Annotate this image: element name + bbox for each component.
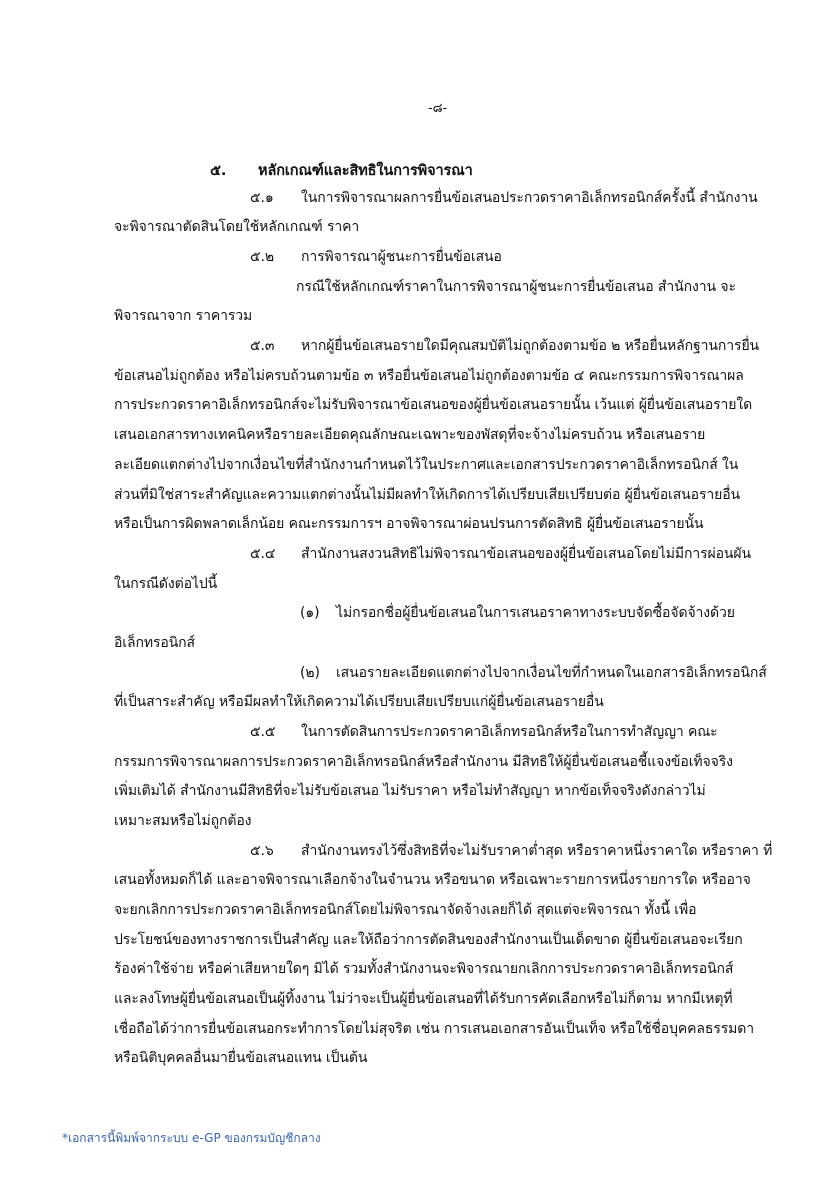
clause-5-4-line: ในกรณีดังต่อไปนี้	[114, 576, 218, 592]
clause-5-2-line: พิจารณาจาก ราคารวม	[114, 308, 253, 324]
page-number: -๘-	[428, 101, 448, 116]
clause-5-6-line: ประโยชน์ของทางราชการเป็นสำคัญ และให้ถือว่าการตัดสินของสำนักงานเป็นเด็ดขาด ผู้ยื่นข้อเสนอจะเรียก	[114, 932, 743, 948]
clause-5-1-number: ๕.๑	[250, 190, 274, 206]
clause-5-4-item-line: เสนอรายละเอียดแตกต่างไปจากเงื่อนไขที่กำหนดในเอกสารอิเล็กทรอนิกส์	[336, 665, 767, 681]
clause-5-1-line: จะพิจารณาตัดสินโดยใช้หลักเกณฑ์ ราคา	[114, 219, 360, 235]
clause-5-3-line: เสนอเอกสารทางเทคนิคหรือรายละเอียดคุณลักษณะเฉพาะของพัสดุที่จะจ้างไม่ครบถ้วน หรือเสนอราย	[114, 427, 706, 443]
clause-5-6-line: สำนักงานทรงไว้ซึ่งสิทธิที่จะไม่รับราคาต่ำสุด หรือราคาหนึ่งราคาใด หรือราคา ที่	[301, 843, 773, 859]
clause-5-5-line: กรรมการพิจารณาผลการประกวดราคาอิเล็กทรอนิกส์หรือสำนักงาน มีสิทธิให้ผู้ยื่นข้อเสนอชี้แจงข้อเท็จจริง	[114, 754, 733, 770]
clause-5-1-line: ในการพิจารณาผลการยื่นข้อเสนอประกวดราคาอิเล็กทรอนิกส์ครั้งนี้ สำนักงาน	[301, 190, 758, 206]
clause-5-6-line: และลงโทษผู้ยื่นข้อเสนอเป็นผู้ทิ้งงาน ไม่ว่าจะเป็นผู้ยื่นข้อเสนอที่ได้รับการคัดเลือกหรือไม่ก็ตาม หากมีเหตุที่	[114, 991, 733, 1007]
clause-5-3-line: หากผู้ยื่นข้อเสนอรายใดมีคุณสมบัติไม่ถูกต้องตามข้อ ๒ หรือยื่นหลักฐานการยื่น	[301, 338, 760, 354]
print-footer: *เอกสารนี้พิมพ์จากระบบ e-GP ของกรมบัญชีกลาง	[62, 1131, 321, 1145]
clause-5-3-line: ข้อเสนอไม่ถูกต้อง หรือไม่ครบถ้วนตามข้อ ๓ หรือยื่นข้อเสนอไม่ถูกต้องตามข้อ ๔ คณะกรรมการพิจารณาผล	[114, 368, 744, 384]
clause-5-6-number: ๕.๖	[250, 843, 274, 859]
clause-5-3-number: ๕.๓	[250, 338, 275, 354]
clause-5-2-number: ๕.๒	[250, 249, 274, 265]
clause-5-6-line: เชื่อถือได้ว่าการยื่นข้อเสนอกระทำการโดยไม่สุจริต เช่น การเสนอเอกสารอันเป็นเท็จ หรือใช้ชื่อบุคคลธรรมดา	[114, 1021, 755, 1037]
clause-5-6-line: ร้องค่าใช้จ่าย หรือค่าเสียหายใดๆ มิได้ รวมทั้งสำนักงานจะพิจารณายกเลิกการประกวดราคาอิเล็กทรอนิกส์	[114, 961, 734, 977]
clause-5-3-line: การประกวดราคาอิเล็กทรอนิกส์จะไม่รับพิจารณาข้อเสนอของผู้ยื่นข้อเสนอรายนั้น เว้นแต่ ผู้ยื่นข้อเสนอรายใด	[114, 397, 753, 413]
clause-5-5-number: ๕.๕	[250, 724, 276, 740]
clause-5-4-item-line: อิเล็กทรอนิกส์	[114, 635, 195, 651]
clause-5-5-line: เหมาะสมหรือไม่ถูกต้อง	[114, 813, 252, 829]
clause-5-4-number: ๕.๔	[250, 546, 276, 562]
clause-5-3-line: ส่วนที่มิใช่สาระสำคัญและความแตกต่างนั้นไม่มีผลทำให้เกิดการได้เปรียบเสียเปรียบต่อ ผู้ยื่นข้อเสนอรายอื่น	[114, 487, 741, 503]
section-title: หลักเกณฑ์และสิทธิในการพิจารณา	[258, 163, 473, 179]
clause-5-3-line: หรือเป็นการผิดพลาดเล็กน้อย คณะกรรมการฯ อาจพิจารณาผ่อนปรนการตัดสิทธิ ผู้ยื่นข้อเสนอรายนั้น	[114, 516, 704, 532]
clause-5-4-item-number: (๑)	[300, 605, 320, 621]
section-number: ๕.	[210, 163, 227, 179]
clause-5-2-line: กรณีใช้หลักเกณฑ์ราคาในการพิจารณาผู้ชนะการยื่นข้อเสนอ สำนักงาน จะ	[296, 279, 736, 295]
clause-5-6-line: จะยกเลิกการประกวดราคาอิเล็กทรอนิกส์โดยไม่พิจารณาจัดจ้างเลยก็ได้ สุดแต่จะพิจารณา ทั้งนี้ เพื่อ	[114, 902, 697, 918]
clause-5-4-item-number: (๒)	[300, 665, 320, 681]
clause-5-6-line: เสนอทั้งหมดก็ได้ และอาจพิจารณาเลือกจ้างในจำนวน หรือขนาด หรือเฉพาะรายการหนึ่งรายการใด หรืออาจ	[114, 872, 751, 888]
clause-5-5-line: ในการตัดสินการประกวดราคาอิเล็กทรอนิกส์หรือในการทำสัญญา คณะ	[301, 724, 718, 740]
clause-5-4-item-line: ไม่กรอกชื่อผู้ยื่นข้อเสนอในการเสนอราคาทางระบบจัดซื้อจัดจ้างด้วย	[336, 605, 735, 621]
clause-5-4-line: สำนักงานสงวนสิทธิไม่พิจารณาข้อเสนอของผู้ยื่นข้อเสนอโดยไม่มีการผ่อนผัน	[301, 546, 751, 562]
clause-5-2-line: การพิจารณาผู้ชนะการยื่นข้อเสนอ	[301, 249, 502, 265]
clause-5-4-item-line: ที่เป็นสาระสำคัญ หรือมีผลทำให้เกิดความได้เปรียบเสียเปรียบแก่ผู้ยื่นข้อเสนอรายอื่น	[114, 694, 604, 710]
clause-5-6-line: หรือนิติบุคคลอื่นมายื่นข้อเสนอแทน เป็นต้น	[114, 1050, 368, 1066]
clause-5-3-line: ละเอียดแตกต่างไปจากเงื่อนไขที่สำนักงานกำหนดไว้ในประกาศและเอกสารประกวดราคาอิเล็กทรอนิกส์ ใน	[114, 457, 739, 473]
clause-5-5-line: เพิ่มเติมได้ สำนักงานมีสิทธิที่จะไม่รับข้อเสนอ ไม่รับราคา หรือไม่ทำสัญญา หากข้อเท็จจริงดังกล่าวไม่	[114, 783, 706, 799]
